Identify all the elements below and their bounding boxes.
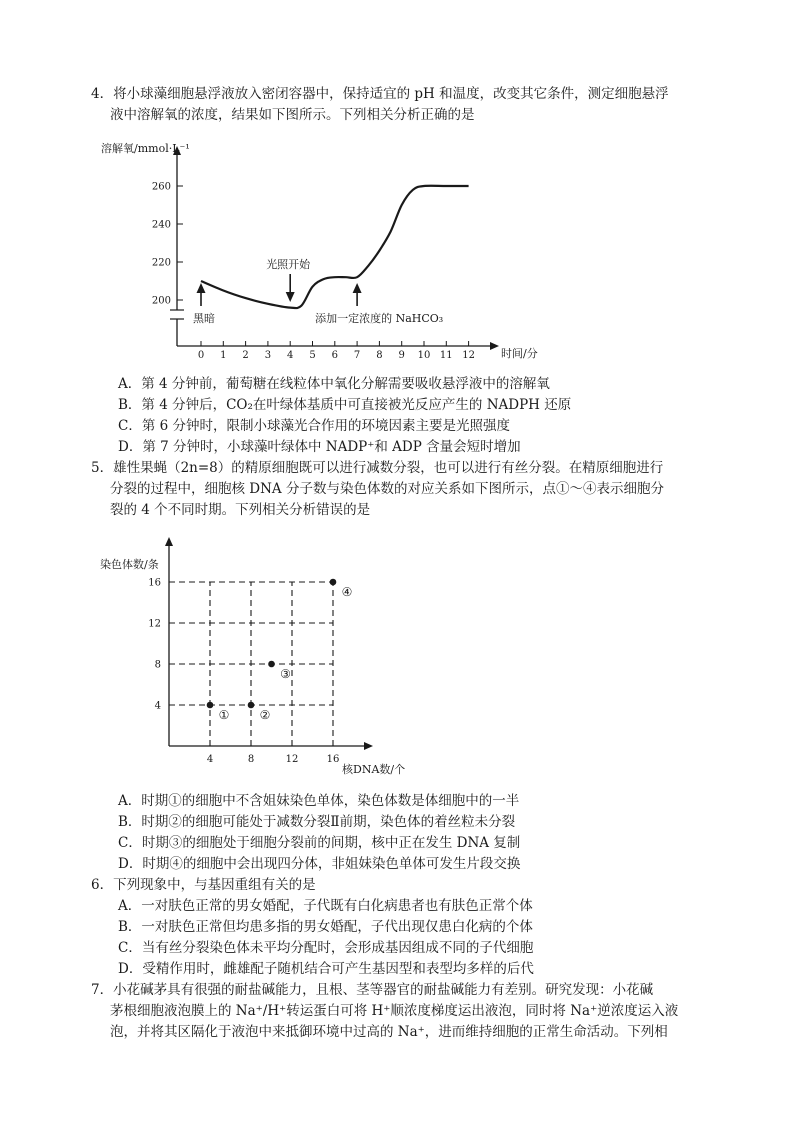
q5-stem-line2: 分裂的过程中，细胞核 DNA 分子数与染色体数的对应关系如下图所示，点①～④表示细胞分 [110, 481, 664, 497]
oxygen-x-tick-label: 11 [439, 350, 453, 361]
oxygen-x-tick-label: 4 [287, 350, 294, 361]
oxygen-x-tick-label: 2 [242, 350, 249, 361]
q5-stem-line1: 5．雄性果蝇（2n=8）的精原细胞既可以进行减数分裂，也可以进行有丝分裂。在精原细胞进行 [91, 460, 664, 476]
q5-option-a: A．时期①的细胞中不含姐妹染色单体，染色体数是体细胞中的一半 [118, 793, 520, 809]
chromo-y-label: 染色体数/条 [100, 558, 159, 571]
chromo-y-tick-label: 4 [154, 700, 161, 712]
oxygen-x-tick-label: 9 [398, 350, 405, 361]
q4-option-c: C．第 6 分钟时，限制小球藻光合作用的环境因素主要是光照强度 [118, 418, 511, 434]
chromo-point-label: ① [218, 708, 230, 722]
q4-stem-line2: 液中溶解氧的浓度，结果如下图所示。下列相关分析正确的是 [110, 107, 475, 123]
chromo-point-label: ③ [280, 667, 291, 681]
chromo-point-label: ② [259, 708, 271, 722]
chromo-point [268, 661, 275, 668]
oxygen-x-tick-label: 12 [462, 350, 475, 361]
q5-stem-line3: 裂的 4 个不同时期。下列相关分析错误的是 [110, 502, 371, 518]
q7-stem-line1: 7．小花碱茅具有很强的耐盐碱能力，且根、茎等器官的耐盐碱能力有差别。研究发现：小花碱 [91, 982, 654, 998]
oxygen-y-label: 溶解氧/mmol·L⁻¹ [101, 142, 190, 155]
chromo-point [330, 579, 337, 586]
oxygen-y-tick-label: 240 [151, 219, 171, 231]
q5-option-d: D．时期④的细胞中会出现四分体，非姐妹染色单体可发生片段交换 [118, 856, 521, 872]
q4-option-a: A．第 4 分钟前，葡萄糖在线粒体中氧化分解需要吸收悬浮液中的溶解氧 [118, 376, 550, 392]
chromo-point [248, 702, 255, 709]
q6-stem: 6．下列现象中，与基因重组有关的是 [91, 877, 316, 893]
q4-option-b: B．第 4 分钟后，CO₂在叶绿体基质中可直接被光反应产生的 NADPH 还原 [118, 397, 572, 413]
oxygen-x-tick-label: 7 [353, 350, 361, 361]
oxygen-x-tick-label: 0 [197, 350, 205, 361]
chromo-point-label: ④ [341, 585, 353, 599]
annotation-label: 添加一定浓度的 NaHCO₃ [315, 312, 444, 325]
oxygen-y-tick-label: 260 [151, 181, 171, 193]
oxygen-x-tick-label: 6 [331, 350, 338, 361]
q5-option-b: B．时期②的细胞可能处于减数分裂Ⅱ前期，染色体的着丝粒未分裂 [118, 814, 516, 830]
chromo-x-tick-label: 12 [285, 754, 299, 765]
oxygen-y-tick-label: 220 [151, 257, 171, 269]
q5-option-c: C．时期③的细胞处于细胞分裂前的间期，核中正在发生 DNA 复制 [118, 835, 521, 851]
q4-stem-line1: 4．将小球藻细胞悬浮液放入密闭容器中，保持适宜的 pH 和温度，改变其它条件，测定细胞悬浮 [91, 86, 669, 102]
annotation-label: 光照开始 [266, 258, 311, 271]
oxygen-y-tick-label: 200 [151, 295, 171, 307]
annotation-label: 黑暗 [193, 312, 215, 325]
q6-option-b: B．一对肤色正常但均患多指的男女婚配，子代出现仅患白化病的个体 [118, 919, 533, 935]
chromo-point [207, 702, 214, 709]
oxygen-x-label: 时间/分 [501, 347, 538, 360]
chromo-y-tick-label: 16 [148, 577, 161, 589]
chromo-y-arrow [165, 537, 173, 546]
chromo-y-tick-label: 12 [148, 618, 161, 630]
oxygen-x-tick-label: 10 [417, 350, 431, 361]
chromo-x-arrow [364, 742, 373, 750]
q7-stem-line3: 泡，并将其区隔化于液泡中来抵御环境中过高的 Na⁺，进而维持细胞的正常生命活动。下列相 [110, 1024, 668, 1040]
oxygen-x-tick-label: 5 [309, 350, 316, 361]
chromo-x-label: 核DNA数/个 [342, 763, 406, 776]
q7-stem-line2: 茅根细胞液泡膜上的 Na⁺/H⁺转运蛋白可将 H⁺顺浓度梯度运出液泡，同时将 Na⁺逆浓度运入液 [110, 1003, 679, 1019]
oxygen-x-tick-label: 3 [264, 350, 272, 361]
q6-option-a: A．一对肤色正常的男女婚配，子代既有白化病患者也有肤色正常个体 [118, 898, 533, 914]
oxygen-x-tick-label: 8 [376, 350, 383, 361]
q4-option-d: D．第 7 分钟时，小球藻叶绿体中 NADP⁺和 ADP 含量会短时增加 [118, 439, 521, 455]
chromo-x-tick-label: 4 [206, 754, 214, 765]
q6-option-d: D．受精作用时，雌雄配子随机结合可产生基因型和表型均多样的后代 [118, 961, 534, 977]
chromo-y-tick-label: 8 [154, 659, 161, 671]
chromo-x-tick-label: 8 [247, 754, 255, 765]
oxygen-x-tick-label: 1 [220, 350, 227, 361]
chromo-x-tick-label: 16 [326, 754, 340, 765]
q6-option-c: C．当有丝分裂染色体未平均分配时，会形成基因组成不同的子代细胞 [118, 940, 534, 956]
